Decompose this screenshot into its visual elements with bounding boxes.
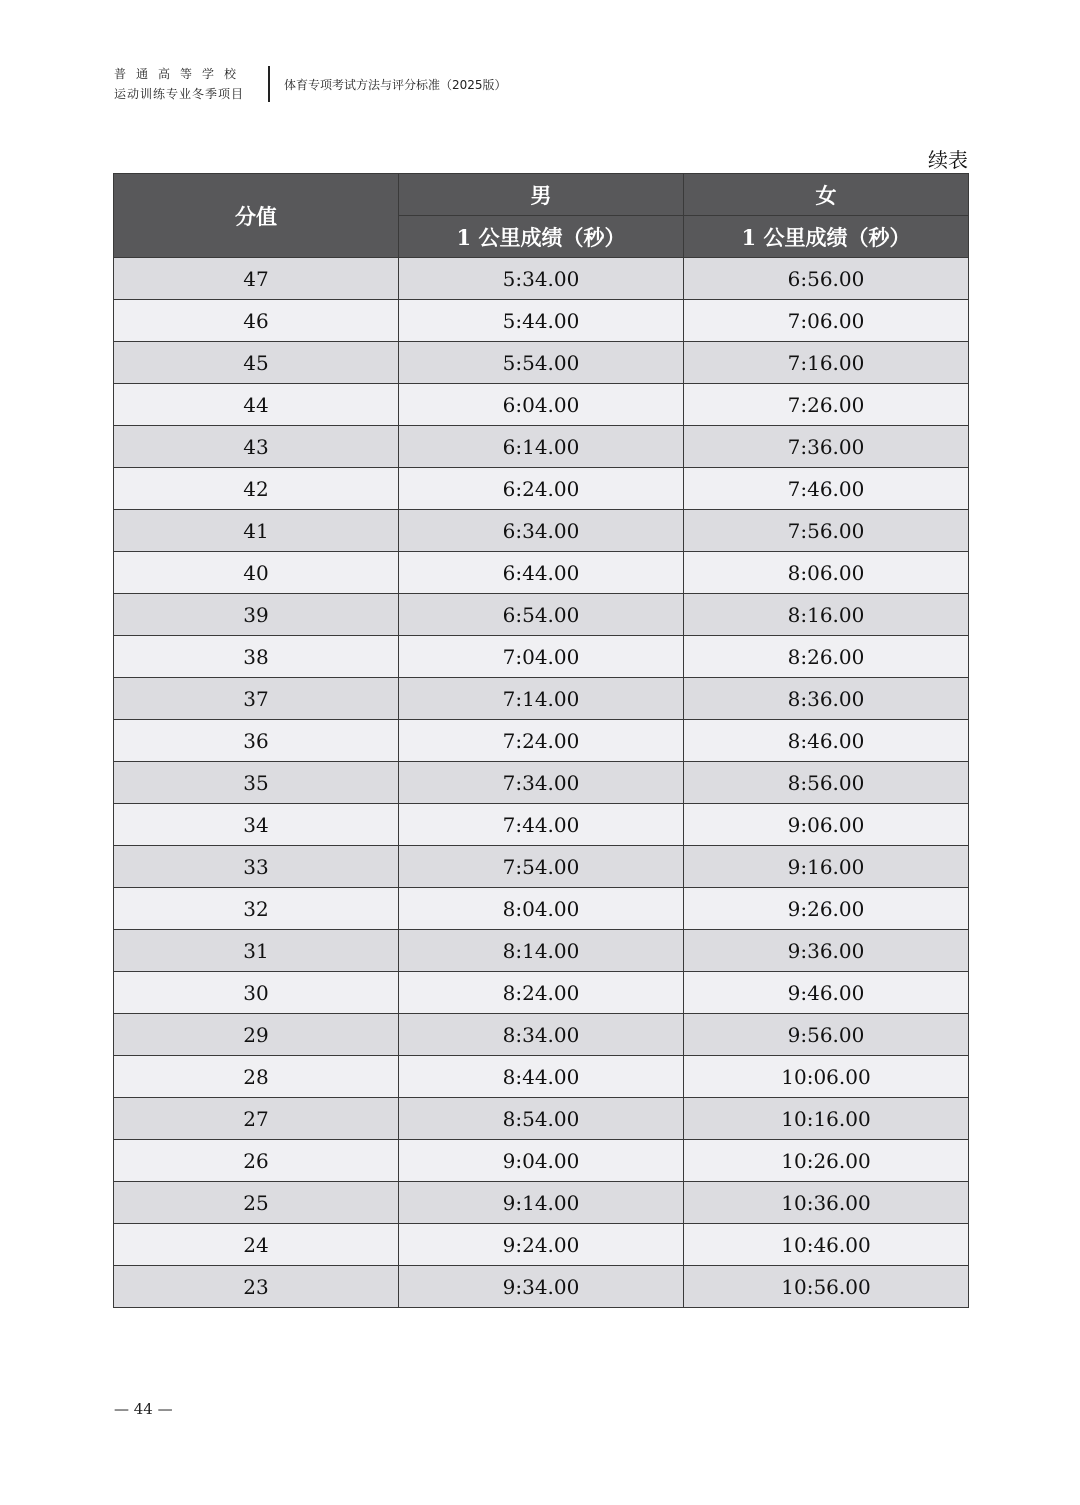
- male-time-cell: 7:24.00: [399, 720, 684, 762]
- male-time-cell: 6:04.00: [399, 384, 684, 426]
- continued-label: 续表: [928, 148, 968, 172]
- header-line-1: 普通高等学校: [114, 67, 247, 81]
- header-line-2: 运动训练专业冬季项目: [114, 87, 245, 101]
- score-cell: 30: [114, 972, 399, 1014]
- male-time-cell: 8:04.00: [399, 888, 684, 930]
- male-time-cell: 6:54.00: [399, 594, 684, 636]
- score-cell: 36: [114, 720, 399, 762]
- table-row: [114, 636, 969, 678]
- score-cell: 44: [114, 384, 399, 426]
- male-time-cell: 6:34.00: [399, 510, 684, 552]
- score-cell: 35: [114, 762, 399, 804]
- female-time-cell: 8:16.00: [684, 594, 969, 636]
- score-cell: 46: [114, 300, 399, 342]
- header-divider: [268, 66, 270, 102]
- female-time-cell: 8:46.00: [684, 720, 969, 762]
- female-subheader: 1 公里成绩（秒）: [684, 216, 969, 258]
- score-cell: 33: [114, 846, 399, 888]
- male-time-cell: 8:24.00: [399, 972, 684, 1014]
- table-row: [114, 720, 969, 762]
- male-time-cell: 6:44.00: [399, 552, 684, 594]
- score-cell: 42: [114, 468, 399, 510]
- table-row: [114, 1140, 969, 1182]
- male-time-cell: 5:54.00: [399, 342, 684, 384]
- score-cell: 29: [114, 1014, 399, 1056]
- female-time-cell: 7:16.00: [684, 342, 969, 384]
- header-doc-title: 体育专项考试方法与评分标准（2025版）: [284, 78, 507, 92]
- female-time-cell: 8:26.00: [684, 636, 969, 678]
- table-row: [114, 1182, 969, 1224]
- table-row: [114, 510, 969, 552]
- male-time-cell: 9:24.00: [399, 1224, 684, 1266]
- table-row: [114, 300, 969, 342]
- score-cell: 40: [114, 552, 399, 594]
- male-time-cell: 8:44.00: [399, 1056, 684, 1098]
- female-time-cell: 10:06.00: [684, 1056, 969, 1098]
- table-row: [114, 804, 969, 846]
- score-cell: 23: [114, 1266, 399, 1308]
- male-time-cell: 9:14.00: [399, 1182, 684, 1224]
- male-time-cell: 6:24.00: [399, 468, 684, 510]
- table-row: [114, 384, 969, 426]
- score-cell: 47: [114, 258, 399, 300]
- score-cell: 28: [114, 1056, 399, 1098]
- female-time-cell: 9:46.00: [684, 972, 969, 1014]
- table-row: [114, 468, 969, 510]
- female-column-header: 女: [684, 174, 969, 216]
- male-time-cell: 7:14.00: [399, 678, 684, 720]
- table-row: [114, 1224, 969, 1266]
- table-row: [114, 972, 969, 1014]
- female-time-cell: 9:36.00: [684, 930, 969, 972]
- table-row: [114, 846, 969, 888]
- male-time-cell: 9:34.00: [399, 1266, 684, 1308]
- female-time-cell: 10:36.00: [684, 1182, 969, 1224]
- page-number: — 44 —: [114, 1400, 173, 1418]
- male-subheader: 1 公里成绩（秒）: [399, 216, 684, 258]
- table-row: [114, 888, 969, 930]
- male-time-cell: 8:14.00: [399, 930, 684, 972]
- female-time-cell: 9:16.00: [684, 846, 969, 888]
- male-time-cell: 5:44.00: [399, 300, 684, 342]
- score-cell: 25: [114, 1182, 399, 1224]
- table-row: [114, 678, 969, 720]
- score-cell: 32: [114, 888, 399, 930]
- table-row: [114, 762, 969, 804]
- female-time-cell: 9:26.00: [684, 888, 969, 930]
- score-cell: 45: [114, 342, 399, 384]
- male-time-cell: 7:04.00: [399, 636, 684, 678]
- female-time-cell: 7:46.00: [684, 468, 969, 510]
- female-time-cell: 8:36.00: [684, 678, 969, 720]
- male-time-cell: 5:34.00: [399, 258, 684, 300]
- female-time-cell: 10:56.00: [684, 1266, 969, 1308]
- female-time-cell: 9:56.00: [684, 1014, 969, 1056]
- table-row: [114, 594, 969, 636]
- male-time-cell: 7:54.00: [399, 846, 684, 888]
- table-row: [114, 1014, 969, 1056]
- female-time-cell: 9:06.00: [684, 804, 969, 846]
- header-left-block: [114, 64, 259, 104]
- female-time-cell: 7:36.00: [684, 426, 969, 468]
- female-time-cell: 10:46.00: [684, 1224, 969, 1266]
- female-time-cell: 8:06.00: [684, 552, 969, 594]
- table-row: [114, 1098, 969, 1140]
- score-column-header: 分值: [114, 174, 399, 258]
- male-time-cell: 8:54.00: [399, 1098, 684, 1140]
- table-row: [114, 1266, 969, 1308]
- table-row: [114, 930, 969, 972]
- male-time-cell: 9:04.00: [399, 1140, 684, 1182]
- score-cell: 31: [114, 930, 399, 972]
- score-cell: 26: [114, 1140, 399, 1182]
- female-time-cell: 7:06.00: [684, 300, 969, 342]
- score-cell: 41: [114, 510, 399, 552]
- female-time-cell: 7:26.00: [684, 384, 969, 426]
- score-cell: 39: [114, 594, 399, 636]
- table-body: [114, 258, 969, 1308]
- score-cell: 34: [114, 804, 399, 846]
- table-row: [114, 342, 969, 384]
- score-cell: 24: [114, 1224, 399, 1266]
- female-time-cell: 10:26.00: [684, 1140, 969, 1182]
- score-cell: 38: [114, 636, 399, 678]
- male-time-cell: 7:44.00: [399, 804, 684, 846]
- score-cell: 43: [114, 426, 399, 468]
- female-time-cell: 7:56.00: [684, 510, 969, 552]
- table-row: [114, 1056, 969, 1098]
- table-row: [114, 552, 969, 594]
- female-time-cell: 10:16.00: [684, 1098, 969, 1140]
- male-time-cell: 7:34.00: [399, 762, 684, 804]
- male-time-cell: 6:14.00: [399, 426, 684, 468]
- female-time-cell: 8:56.00: [684, 762, 969, 804]
- table-row: [114, 426, 969, 468]
- score-cell: 37: [114, 678, 399, 720]
- male-time-cell: 8:34.00: [399, 1014, 684, 1056]
- female-time-cell: 6:56.00: [684, 258, 969, 300]
- score-cell: 27: [114, 1098, 399, 1140]
- male-column-header: 男: [399, 174, 684, 216]
- table-row: [114, 258, 969, 300]
- score-table: [113, 173, 969, 1308]
